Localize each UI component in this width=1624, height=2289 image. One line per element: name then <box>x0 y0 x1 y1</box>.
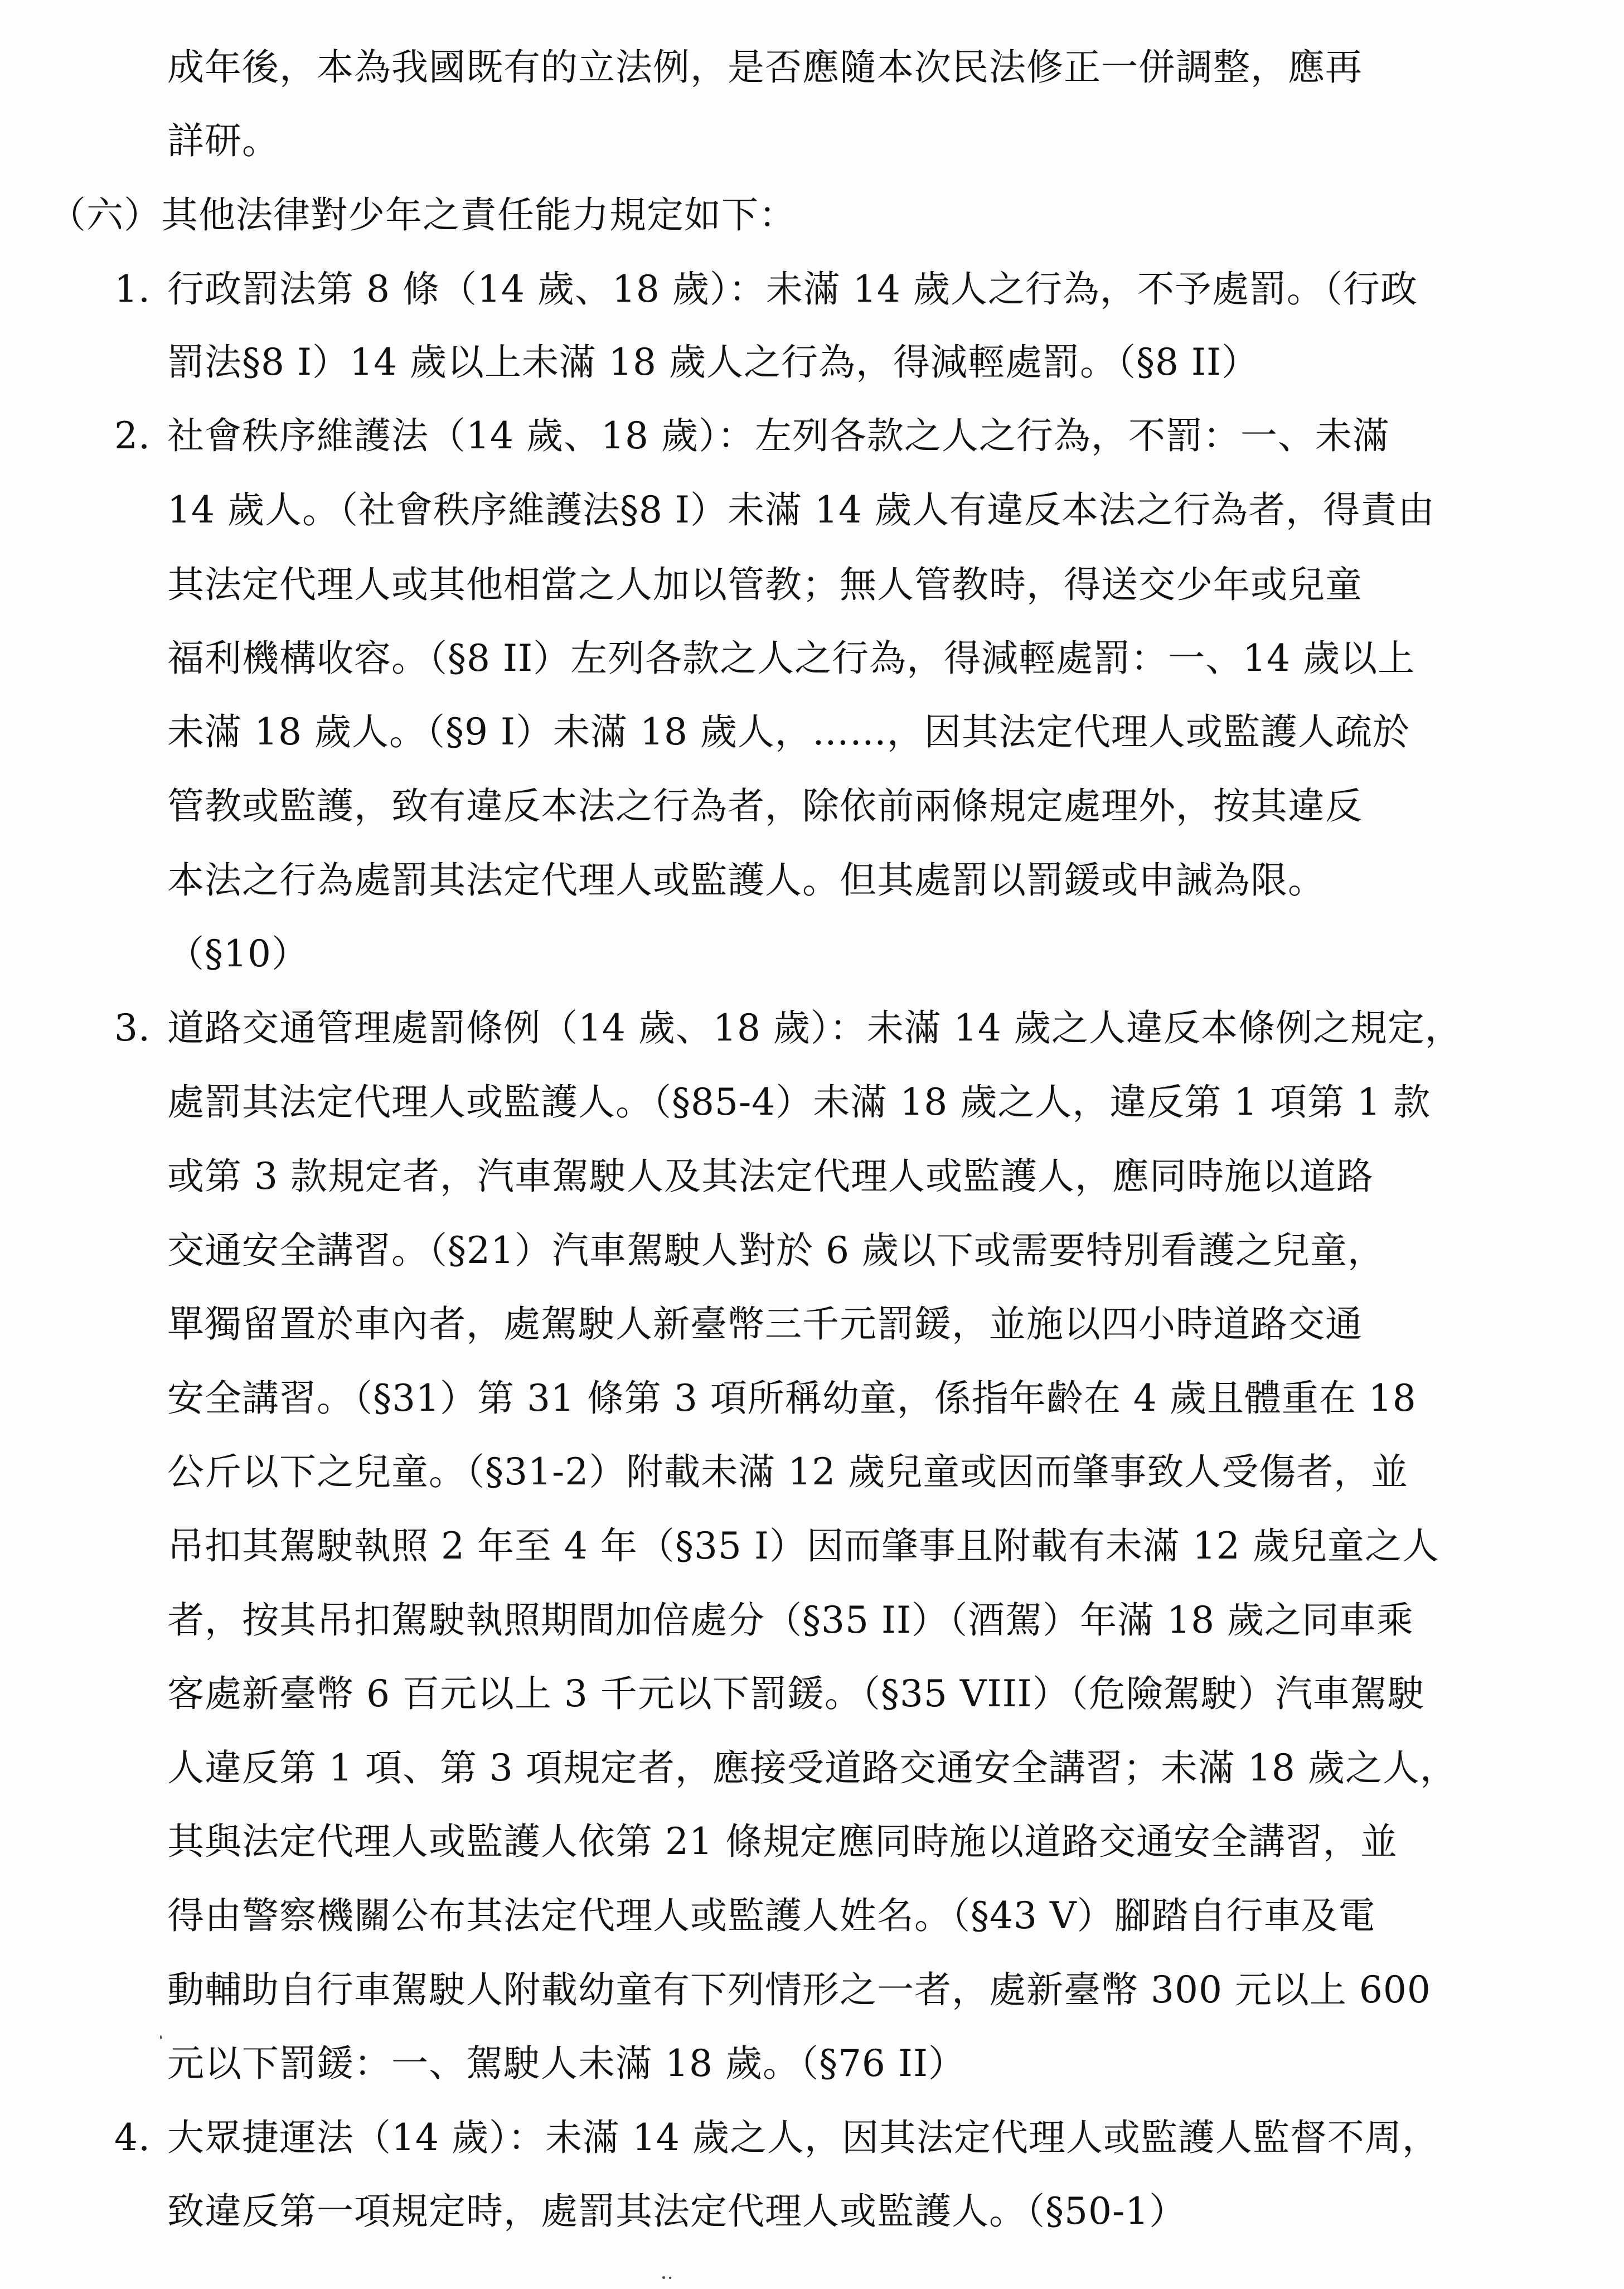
item-4-line-1 <box>114 2116 1439 2159</box>
item-2-line-2: 14 歲人。（社會秩序維護法§8 I）未滿 14 歲人有違反本法之行為者，得責由 <box>167 488 1435 531</box>
item-2-line-7: 本法之行為處罰其法定代理人或監護人。但其處罰以罰鍰或申誡為限。 <box>167 859 1325 902</box>
section-number: （六） <box>49 193 161 236</box>
item-1-line-1 <box>114 268 1418 311</box>
item-text: 行政罰法第 8 條（14 歲、18 歲）：未滿 14 歲人之行為，不予處罰。（行政 <box>167 268 1418 311</box>
item-3-line-6: 安全講習。（§31）第 31 條第 3 項所稱幼童，係指年齡在 4 歲且體重在 18 <box>167 1377 1417 1420</box>
item-text: 大眾捷運法（14 歲）：未滿 14 歲之人，因其法定代理人或監護人監督不周， <box>167 2116 1439 2159</box>
item-1-line-2: 罰法§8 I）14 歲以上未滿 18 歲人之行為，得減輕處罰。（§8 II） <box>167 341 1259 384</box>
item-2-line-6: 管教或監護，致有違反本法之行為者，除依前兩條規定處理外，按其違反 <box>167 785 1363 827</box>
section-heading <box>49 193 796 236</box>
item-4-line-2: 致違反第一項規定時，處罰其法定代理人或監護人。（§50-1） <box>167 2190 1187 2233</box>
item-3-line-10: 客處新臺幣 6 百元以上 3 千元以下罰鍰。（§35 VIII）（危險駕駛）汽車駕駛 <box>167 1672 1425 1715</box>
scan-speck <box>662 2276 665 2279</box>
item-text: 道路交通管理處罰條例（14 歲、18 歲）：未滿 14 歲之人違反本條例之規定， <box>167 1006 1462 1049</box>
item-3-line-9: 者，按其吊扣駕駛執照期間加倍處分（§35 II）（酒駕）年滿 18 歲之同車乘 <box>167 1599 1414 1642</box>
item-3-line-12: 其與法定代理人或監護人依第 21 條規定應同時施以道路交通安全講習，並 <box>167 1820 1398 1863</box>
item-2-line-4: 福利機構收容。（§8 II）左列各款之人之行為，得減輕處罰：一、14 歲以上 <box>167 637 1415 680</box>
item-3-line-1 <box>114 1006 1462 1049</box>
item-3-line-8: 吊扣其駕駛執照 2 年至 4 年（§35 I）因而肇事且附載有未滿 12 歲兒童之人 <box>167 1525 1439 1567</box>
item-text: 社會秩序維護法（14 歲、18 歲）：左列各款之人之行為，不罰：一、未滿 <box>167 414 1390 457</box>
item-3-line-3: 或第 3 款規定者，汽車駕駛人及其法定代理人或監護人，應同時施以道路 <box>167 1155 1374 1198</box>
scan-speck <box>669 2277 671 2279</box>
item-3-number: 3. <box>114 1006 151 1049</box>
item-3-line-15: 元以下罰鍰：一、駕駛人未滿 18 歲。（§76 II） <box>167 2042 966 2085</box>
item-3-line-11: 人違反第 1 項、第 3 項規定者，應接受道路交通安全講習；未滿 18 歲之人， <box>167 1746 1457 1789</box>
item-2-line-3: 其法定代理人或其他相當之人加以管教；無人管教時，得送交少年或兒童 <box>167 563 1363 606</box>
item-2-line-1 <box>114 414 1390 457</box>
item-3-line-2: 處罰其法定代理人或監護人。（§85-4）未滿 18 歲之人，違反第 1 項第 1 款 <box>167 1081 1431 1124</box>
item-2-number: 2. <box>114 414 151 457</box>
item-3-line-4: 交通安全講習。（§21）汽車駕駛人對於 6 歲以下或需要特別看護之兒童， <box>167 1229 1385 1272</box>
intro-line-2: 詳研。 <box>167 119 279 162</box>
item-3-line-5: 單獨留置於車內者，處駕駛人新臺幣三千元罰鍰，並施以四小時道路交通 <box>167 1303 1363 1346</box>
item-4-number: 4. <box>114 2116 151 2159</box>
item-2-line-5: 未滿 18 歲人。（§9 I）未滿 18 歲人，……，因其法定代理人或監護人疏於 <box>167 710 1410 753</box>
item-3-line-13: 得由警察機關公布其法定代理人或監護人姓名。（§43 V）腳踏自行車及電 <box>167 1894 1376 1937</box>
section-heading-text: 其他法律對少年之責任能力規定如下： <box>161 193 796 236</box>
intro-line-1: 成年後，本為我國既有的立法例，是否應隨本次民法修正一併調整，應再 <box>167 46 1363 89</box>
item-2-line-8: （§10） <box>167 932 309 975</box>
scan-speck <box>160 2035 162 2039</box>
item-3-line-7: 公斤以下之兒童。（§31-2）附載未滿 12 歲兒童或因而肇事致人受傷者，並 <box>167 1450 1409 1493</box>
item-3-line-14: 動輔助自行車駕駛人附載幼童有下列情形之一者，處新臺幣 300 元以上 600 <box>167 1968 1431 2011</box>
item-1-number: 1. <box>114 268 151 311</box>
